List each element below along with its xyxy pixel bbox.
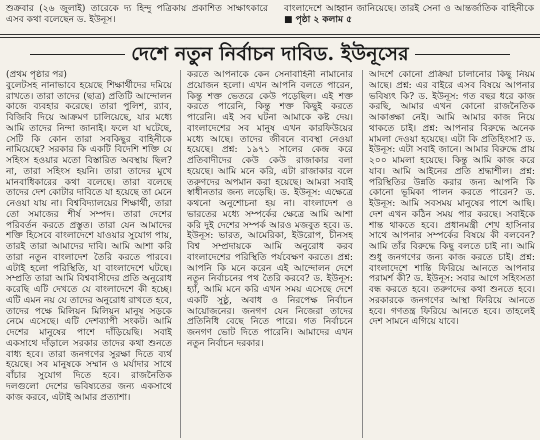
article-column-1 [6,70,172,438]
top-rule [0,34,540,35]
column-divider-1 [180,70,181,438]
top-strip-right-text [284,4,534,26]
top-strip [0,0,540,34]
jump-reference: ■ পৃষ্ঠা ২ কলাম ৫ [284,15,352,25]
column-divider-2 [362,70,363,438]
headline: দেশে নতুন নির্বাচন দাবিড. ইউনূসের [131,43,409,65]
column-3-text: আদর্শে কোনো প্রক্রিয়া চালানোর কিছু নিয়ম আছে। প্রশ্ন: এর বাইরে এসব বিষয়ে আপনার ভবিষ্যৎ কি? ড. ইউনূস: গত বছর ধরে কাজ করছি, আমার এখন কোনো রাজনৈতিক আকাঙ্ক্ষা নেই। আমি আমার কাজ নিয়ে থাকতে চাই। প্রশ্ন: আপনার বিরুদ্ধে অনেক মামলা দেওয়া হয়েছে। এটা কি প্রতিহিংসা? ড. ইউনূস: এটা সবাই জানে। আমার বিরুদ্ধে প্রায় ২০০ মামলা হয়েছে। কিন্তু আমি কাজ করে যাব। আমি আইনের প্রতি শ্রদ্ধাশীল। প্রশ্ন: পরিস্থিতির উন্নতি করার জন্য আপনি কি কোনো ভূমিকা পালন করতে পারেন? ড. ইউনূস: আমি সবসময় মানুষের পাশে আছি। দেশ এখন কঠিন সময় পার করছে। সবাইকে শান্ত থাকতে হবে। প্রধানমন্ত্রী শেখ হাসিনার সাথে আপনার সম্পর্কের বিষয়ে কী বলবেন? আমি তাঁর বিরুদ্ধে কিছু বলতে চাই না। আমি শুধু জনগণের জন্য কাজ করতে চাই। প্রশ্ন: বাংলাদেশে শান্তি ফিরিয়ে আনতে আপনার পরামর্শ কী? ড. ইউনূস: সবার আগে সহিংসতা বন্ধ করতে হবে। তরুণদের কথা শুনতে হবে। সরকারকে জনগণের আস্থা ফিরিয়ে আনতে হবে। গণতন্ত্র ফিরিয়ে আনতে হবে। তাহলেই দেশ সামনে এগিয়ে যাবে। [369,70,535,328]
article-column-3 [369,70,535,438]
top-strip-left-text: শুক্রবার (২৬ জুলাই) তারেকে দ্য হিন্দু পত্রিকায় প্রকাশিত সাক্ষাৎকারে এসব কথা বলেছেন ড. ইউনূস। [6,4,268,25]
article-column-2 [187,70,353,438]
article-columns [6,70,536,438]
column-2-text: করতে আপনাকে কেন সেনাবাহিনী নামানোর প্রয়োজন হলো। এখন আপনি বলতে পারেন, কিন্তু শক্ত ভেতরে কেউ পড়েছিল। এই শক্ত করতে পারেনি, কিন্তু শক্ত কিছুই করতে পারেনি। এই সব ঘটনা আমাকে কষ্ট দেয়। বাংলাদেশের সব মানুষ এখন কারফিউয়ের মধ্যে আছে। তাদের জীবনে ব্যবস্থা নেওয়া হয়েছে। প্রশ্ন: ১৯৭১ সালের কেন্দ্র করে প্রতিবাদীদের কেউ কেউ রাজাকার বলা হয়েছে। আমি মনে করি, এটা রাজাকার বলে তরুণদের অপমান করা হয়েছে। আমরা সবাই স্বাধীনতার জন্য লড়েছি। ড. ইউনূস: এক্ষেত্রে কথনো অনুশোচনা হয় না। বাংলাদেশ ও ভারতের মধ্যে সম্পর্কের ক্ষেত্রে আমি আশা করি দুই দেশের সম্পর্ক আরও মজবুত হবে। ড. ইউনূস: ভারত, আমেরিকা, ইউরোপ, চীনসহ বিশ্ব সম্প্রদায়কে আমি অনুরোধ করব বাংলাদেশের পরিস্থিতি পর্যবেক্ষণ করতে। প্রশ্ন: আপনি কি মনে করেন এই আন্দোলন দেশে নতুন নির্বাচনের পথ তৈরি করবে? ড. ইউনূস: হ্যাঁ, আমি মনে করি এখন সময় এসেছে দেশে একটি সুষ্ঠু, অবাধ ও নিরপেক্ষ নির্বাচন আয়োজনের। জনগণ যেন নিজেরা তাদের প্রতিনিধি বেছে নিতে পারে। গত নির্বাচনে জনগণ ভোট দিতে পারেনি। আমাদের এখন নতুন নির্বাচন দরকার। [187,70,353,349]
continuation-note: (প্রথম পৃষ্ঠার পর) [6,70,67,80]
top-rule-double [0,37,540,38]
column-1-text: বুলেটসহ নানাভাবে হয়েছে শিক্ষার্থীদের দমিয়ে রাখতে। তারা তাদের (ছাত্র) প্রতিটি আন্দোলন কাজে ব্যবহার করেছে। তারা পুলিশ, র‍্যাব, বিজিবি দিয়ে আক্রমণ চালিয়েছে, যার মধ্যে আমি তাদের নিন্দা জানাই। ফলে যা ঘটেছে, সেটি কি কোন তারা সবকিছুর বাহিনীকে নামিয়েছে? সরকার কি একটি বিদেশি শক্তি যে সহিংস হওয়ার মতো বিস্তারিত অবস্থায় ছিল? না, তারা সহিংস হয়নি। তারা তাদের মুখে মানবাধিকারের কথা বলেছে। তারা বলেছে তাদের দেশ কোটার দাবিতে যা হয়েছে তা মেনে নেওয়া যায় না। বিশ্ববিদ্যালয়ের শিক্ষার্থী, তারা তো সমাজের শীর্ষ সম্পদ। তারা দেশের পরিবর্তন করতে প্রস্তুত। তারা যেন আমাদের শক্তি হিসেবে বাংলাদেশে যাওয়ার সুযোগ পায়, তারই তারা আমাদের দাবি। আমি আশা করি তারা নতুন বাংলাদেশ তৈরি করতে পারবে। এটাই হলো পরিস্থিতি, যা বাংলাদেশে ঘটছে। সম্প্রতি তারা আমি বিশ্ববাসীদের প্রতি অনুরোধ করেছি এটি দেখতে যে বাংলাদেশে কী হচ্ছে। এটি এমন নয় যে তাদের অনুরোধ রাখতে হবে, তাদের পক্ষে মিলিয়ন মিলিয়ন মানুষ সড়কে নেমে এসেছে। এটি দেশব্যাপী সংকট। আমি দেশের মানুষের পাশে দাঁড়িয়েছি। সবাই একসাথে দাঁড়ালে সরকার তাদের কথা শুনতে বাধ্য হবে। তারা জনগণের সুরক্ষা দিতে ব্যর্থ হয়েছে। সব মানুষকে সম্মান ও মর্যাদার সাথে বাঁচার সুযোগ দিতে হবে। রাজনৈতিক দলগুলো দেশের ভবিষ্যতের জন্য একসাথে কাজ করবে, এটাই আমার প্রত্যাশা। [6,80,172,403]
top-strip-right-body: বাংলাদেশে আহ্বান জানিয়েছে। তারই সেনা ও আন্তর্জাতিক বাহিনীকে [284,4,534,14]
